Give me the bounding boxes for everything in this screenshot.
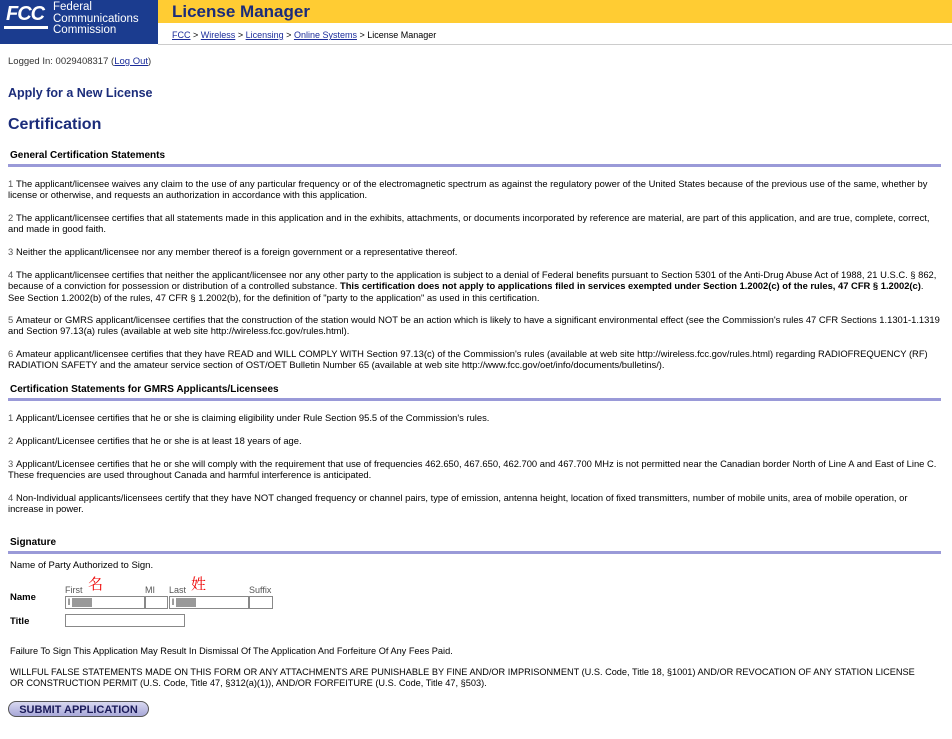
suffix-label: Suffix	[249, 585, 272, 595]
statement-number: 2	[8, 212, 14, 223]
middle-initial-label: MI	[145, 585, 155, 595]
app-title: License Manager	[172, 2, 310, 21]
breadcrumb-sep: >	[286, 30, 292, 40]
logged-in-label: Logged In: 0029408317	[8, 56, 109, 67]
general-statement-3	[8, 246, 940, 257]
statement-number: 5	[8, 314, 14, 325]
general-statement-2	[8, 212, 940, 235]
last-name-annotation: 姓	[191, 575, 207, 593]
last-name-value: l	[172, 597, 174, 607]
statement-text: Non-Individual applicants/licensees certify that they have NOT changed frequency or channel pairs, type of emission, antenna height, location of fixed transmitters, number of mobile units, area of mobile operation, or increase in power.	[8, 492, 908, 515]
fcc-logo[interactable]	[0, 0, 158, 44]
gmrs-statement-3	[8, 458, 940, 481]
header	[0, 0, 952, 44]
breadcrumb-fcc[interactable]: FCC	[172, 30, 191, 40]
submit-application-button[interactable]: SUBMIT APPLICATION	[8, 701, 149, 717]
general-statement-6	[8, 348, 940, 371]
general-statement-1	[8, 178, 940, 201]
fcc-logo-mark: FCC	[6, 3, 45, 25]
last-name-input[interactable]	[169, 596, 249, 609]
breadcrumb-sep: >	[359, 30, 365, 40]
statement-number: 4	[8, 269, 14, 280]
suffix-input[interactable]	[249, 596, 273, 609]
statement-number: 4	[8, 492, 14, 503]
breadcrumb-licensing[interactable]: Licensing	[245, 30, 284, 40]
logo-underline	[4, 26, 48, 29]
statement-number: 1	[8, 178, 14, 189]
statement-text: Neither the applicant/licensee nor any member thereof is a foreign government or a representative thereof.	[16, 246, 458, 257]
statement-bold-text: This certification does not apply to applications filed in services exempted under Section 1.2002(c) of the rules, 47 CFR § 1.2002(c)	[339, 280, 921, 292]
statement-text: The applicant/licensee waives any claim to the use of any particular frequency or of the electromagnetic spectrum as against the regulatory power of the United States because of the previous use of the same, whether by license or otherwise, and requests an authorization in accordance with this application.	[8, 178, 928, 201]
statement-number: 3	[8, 458, 14, 469]
title-row-label: Title	[10, 616, 30, 627]
logo-divider	[0, 42, 158, 44]
statement-number: 1	[8, 412, 14, 423]
general-section-heading: General Certification Statements	[8, 150, 941, 167]
gmrs-statement-2	[8, 435, 940, 446]
statement-text: Applicant/Licensee certifies that he or she is claiming eligibility under Rule Section 95.5 of the Commission's rules.	[16, 412, 490, 423]
gmrs-section-heading: Certification Statements for GMRS Applicants/Licensees	[8, 384, 941, 401]
middle-initial-input[interactable]	[145, 596, 168, 609]
statement-number: 6	[8, 348, 14, 359]
authorized-party-label: Name of Party Authorized to Sign.	[10, 560, 154, 571]
statement-text: . See Section 1.2002(b) of the rules, 47 CFR § 1.2002(b), for the definition of "party to the application" as used in this certification.	[8, 280, 924, 303]
redacted-text	[72, 598, 92, 607]
login-status: Logged In: 0029408317 (Log Out)	[8, 56, 152, 67]
logout-link[interactable]: Log Out	[114, 56, 149, 67]
gmrs-statement-4	[8, 492, 940, 515]
first-name-annotation: 名	[88, 575, 104, 593]
breadcrumb-sep: >	[237, 30, 244, 40]
breadcrumb	[158, 23, 952, 45]
statement-text: Amateur or GMRS applicant/licensee certifies that the construction of the station would NOT be an action which is likely to have a significant environmental effect (see the Commission's rules 47 CFR Sections 1.1301-1.1319 and Section 97.13(a) rules (available at web site http://wireless.fcc.gov/rules.html).	[8, 314, 940, 337]
breadcrumb-wireless[interactable]: Wireless	[200, 30, 236, 40]
breadcrumb-current: License Manager	[367, 30, 437, 40]
page-title: Certification	[8, 116, 102, 133]
dismissal-notice: Failure To Sign This Application May Result In Dismissal Of The Application And Forfeiture Of Any Fees Paid.	[10, 646, 453, 656]
title-input[interactable]	[65, 614, 185, 627]
statement-text: The applicant/licensee certifies that neither the applicant/licensee nor any other party to the application is subject to a denial of Federal benefits pursuant to Section 5301 of the Anti-Drug Abuse Act of 1988, 21 U.S.C. § 862, because of a conviction for possession or distribution of a controlled substance.	[8, 269, 937, 292]
apply-title: Apply for a New License	[8, 86, 153, 100]
name-row-label: Name	[10, 592, 36, 603]
general-statement-4	[8, 269, 940, 303]
statement-text: Amateur applicant/licensee certifies that they have READ and WILL COMPLY WITH Section 97.13(c) of the Commission's rules (available at web site http://wireless.fcc.gov/rules.html) regarding RADIOFREQUENCY (RF) RADIATION SAFETY and the amateur service section of OST/OET Bulletin Number 65 (available at web site http://www.fcc.gov/oet/info/documents/bulletins/).	[8, 348, 928, 371]
statement-number: 3	[8, 246, 14, 257]
false-statement-warning: WILLFUL FALSE STATEMENTS MADE ON THIS FORM OR ANY ATTACHMENTS ARE PUNISHABLE BY FINE AND/OR IMPRISONMENT (U.S. Code, Title 18, §1001) AND/OR REVOCATION OF ANY STATION LICENSE OR CONSTRUCTION PERMIT (U.S. Code, Title 47, §312(a)(1)), AND/OR FORFEITURE (U.S. Code, Title 47, §503).	[10, 667, 915, 689]
statement-text: Applicant/Licensee certifies that he or she is at least 18 years of age.	[16, 435, 302, 446]
redacted-text	[176, 598, 196, 607]
gmrs-statement-1	[8, 412, 940, 423]
statement-text: The applicant/licensee certifies that all statements made in this application and in the exhibits, attachments, or documents incorporated by reference are material, are part of this application, and are true, complete, correct, and made in good faith.	[8, 212, 930, 235]
first-name-value: l	[68, 597, 70, 607]
breadcrumb-online-systems[interactable]: Online Systems	[293, 30, 357, 40]
first-name-input[interactable]	[65, 596, 145, 609]
first-name-label: First	[65, 585, 83, 595]
fcc-logo-text: Federal Communications Commission	[53, 1, 139, 36]
signature-section-heading: Signature	[8, 537, 941, 554]
statement-number: 2	[8, 435, 14, 446]
breadcrumb-sep: >	[193, 30, 199, 40]
statement-text: Applicant/Licensee certifies that he or she will comply with the requirement that use of frequencies 462.650, 467.650, 462.700 and 467.700 MHz is not permitted near the Canadian border North of Line A and East of Line C. These frequencies are used throughout Canada and harmful interference is anticipated.	[8, 458, 937, 481]
title-bar	[158, 0, 952, 23]
general-statement-5	[8, 314, 940, 337]
last-name-label: Last	[169, 585, 187, 595]
